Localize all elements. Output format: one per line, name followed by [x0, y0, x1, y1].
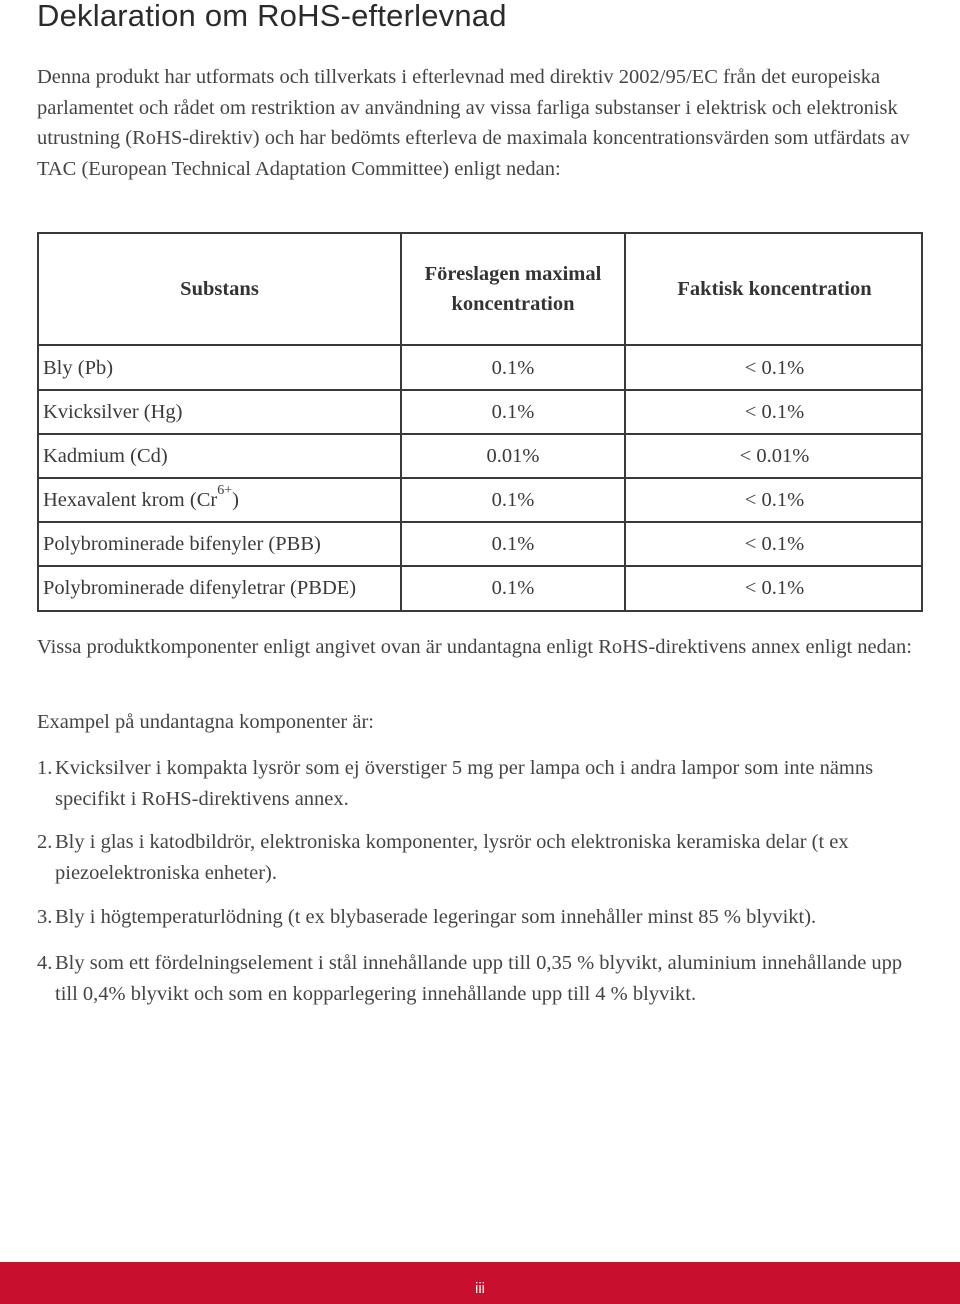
table-row: [39, 523, 921, 567]
substance-cell: Bly (Pb): [43, 357, 114, 379]
header-substance: Substans: [180, 278, 259, 300]
proposed-cell: 0.01%: [486, 445, 540, 467]
table-row: [39, 479, 921, 523]
list-number: 3.: [37, 906, 53, 928]
actual-cell: < 0.1%: [744, 489, 805, 511]
exemption-paragraph: Vissa produktkomponenter enligt angivet ovan är undantagna enligt RoHS-direktivens annex enligt nedan:: [37, 636, 912, 658]
list-item: [37, 948, 927, 1009]
list-number: 2.: [37, 831, 53, 853]
substance-cell: Polybrominerade difenyletrar (PBDE): [43, 577, 357, 599]
page-title: Deklaration om RoHS-efterlevnad: [37, 0, 507, 33]
footer-bar: [0, 1262, 960, 1304]
list-item: [37, 902, 927, 933]
table-row: [39, 435, 921, 479]
list-text: Bly i glas i katodbildrör, elektroniska komponenter, lysrör och elektroniska keramiska delar (t ex piezoelektroniska enheter).: [55, 831, 849, 884]
actual-cell: < 0.1%: [744, 577, 805, 599]
rohs-table: [37, 232, 923, 612]
page-number: iii: [475, 1280, 485, 1297]
proposed-cell: 0.1%: [491, 533, 535, 555]
list-item: [37, 753, 927, 814]
header-proposed-max: Föreslagen maximal koncentration: [424, 263, 602, 315]
substance-cell: Polybrominerade bifenyler (PBB): [43, 533, 321, 555]
list-text: Bly som ett fördelningselement i stål innehållande upp till 0,35 % blyvikt, aluminium innehållande upp till 0,4% blyvikt och som en kopparlegering innehållande upp till 4 % blyvikt.: [55, 952, 903, 1005]
substance-cell: [43, 479, 239, 521]
proposed-cell: 0.1%: [491, 577, 535, 599]
examples-heading: Exampel på undantagna komponenter är:: [37, 711, 374, 733]
actual-cell: < 0.1%: [744, 533, 805, 555]
proposed-cell: 0.1%: [491, 357, 535, 379]
list-number: 4.: [37, 952, 53, 974]
substance-suffix: ): [232, 489, 239, 511]
header-divider: [39, 344, 921, 346]
list-number: 1.: [37, 757, 53, 779]
list-text: Bly i högtemperaturlödning (t ex blybaserade legeringar som innehåller minst 85 % blyvikt).: [55, 906, 817, 928]
substance-prefix: Hexavalent krom (Cr: [43, 489, 218, 511]
intro-paragraph: Denna produkt har utformats och tillverkats i efterlevnad med direktiv 2002/95/EC från det europeiska parlamentet och rådet om restriktion av användning av vissa farliga substanser i elektrisk och elektronisk utrustning (RoHS-direktiv) och har bedömts efterleva de maximala koncentrationsvärden som utfärdats av TAC (European Technical Adaptation Committee) enligt nedan:: [37, 66, 910, 180]
proposed-cell: 0.1%: [491, 489, 535, 511]
list-item: [37, 827, 927, 888]
substance-cell: Kadmium (Cd): [43, 445, 168, 467]
table-row: [39, 567, 921, 611]
table-row: [39, 347, 921, 391]
header-actual: Faktisk koncentration: [677, 278, 872, 300]
actual-cell: < 0.1%: [744, 357, 805, 379]
proposed-cell: 0.1%: [491, 401, 535, 423]
list-text: Kvicksilver i kompakta lysrör som ej överstiger 5 mg per lampa och i andra lampor som inte nämns specifikt i RoHS-direktivens annex.: [55, 757, 874, 810]
substance-cell: Kvicksilver (Hg): [43, 401, 183, 423]
superscript-charge: 6+: [217, 483, 233, 498]
actual-cell: < 0.1%: [744, 401, 805, 423]
table-row: [39, 391, 921, 435]
actual-cell: < 0.01%: [739, 445, 810, 467]
